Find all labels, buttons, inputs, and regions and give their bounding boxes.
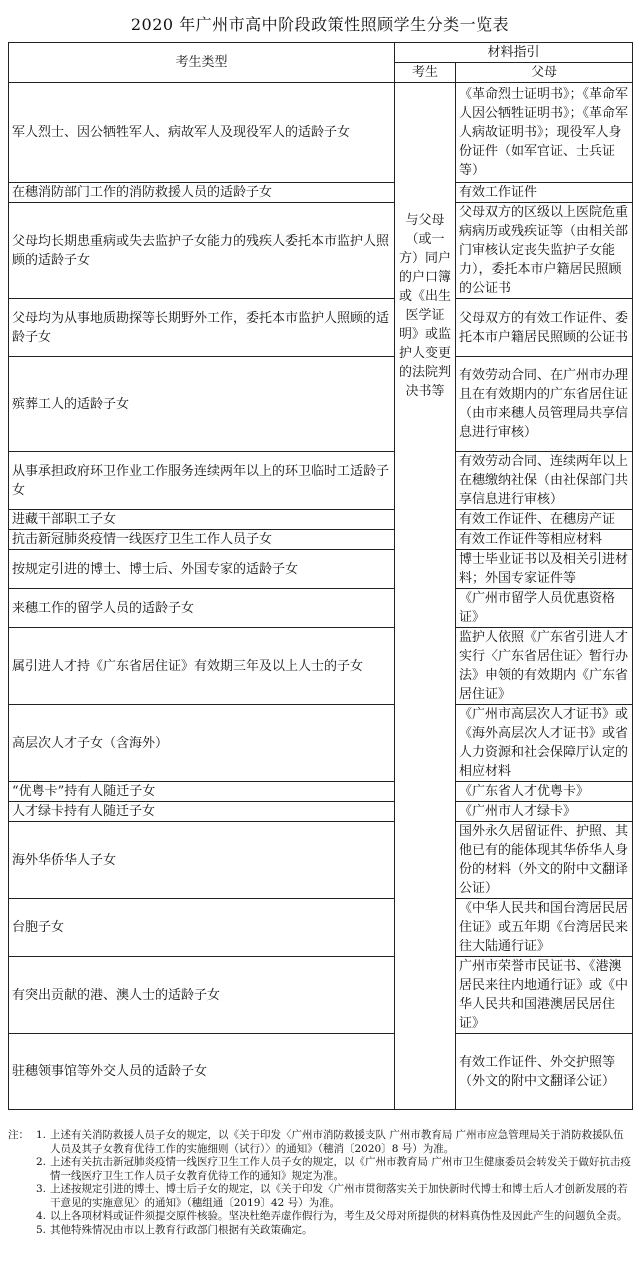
header-parent: 父母 — [456, 63, 633, 83]
header-materials: 材料指引 — [395, 43, 633, 63]
parent-material-cell: 《广东省人才优粤卡》 — [456, 782, 633, 802]
header-student-type: 考生类型 — [9, 43, 395, 83]
student-type-cell: 父母均为从事地质勘探等长期野外工作，委托本市监护人照顾的适龄子女 — [9, 299, 395, 357]
table-row — [9, 203, 633, 299]
note-label — [8, 1210, 36, 1224]
table-row — [9, 957, 633, 1034]
note-text: 其他特殊情况由市以上教育行政部门根据有关政策确定。 — [50, 1223, 313, 1236]
student-type-cell: 父母均长期患重病或失去监护子女能力的残疾人委托本市监护人照顾的适龄子女 — [9, 203, 395, 299]
student-type-cell: 驻穗领事馆等外交人员的适龄子女 — [9, 1034, 395, 1110]
parent-material-cell: 国外永久居留证件、护照、其他已有的能体现其华侨华人身份的材料（外文的附中文翻译公证） — [456, 822, 633, 899]
note-item — [8, 1210, 632, 1224]
student-material-text: 与父母（或一方）同户的户口簿或《出生医学证明》或监护人变更的法院判决书等 — [398, 213, 451, 399]
table-row — [9, 550, 633, 589]
parent-material-cell: 有效工作证件、外交护照等（外文的附中文翻译公证） — [456, 1034, 633, 1110]
note-number: 3. — [36, 1183, 47, 1195]
student-type-cell: 人才绿卡持有人随迁子女 — [9, 802, 395, 822]
classification-table — [8, 42, 633, 1110]
student-type-cell: 高层次人才子女（含海外） — [9, 705, 395, 782]
parent-material-cell: 有效工作证件、在穗房产证 — [456, 510, 633, 530]
parent-material-cell: 父母双方的有效工作证件、委托本市户籍居民照顾的公证书 — [456, 299, 633, 357]
table-row — [9, 1034, 633, 1110]
table-row — [9, 510, 633, 530]
parent-material-cell: 有效工作证件 — [456, 183, 633, 203]
note-item — [8, 1224, 632, 1238]
table-row — [9, 357, 633, 452]
student-type-cell: 按规定引进的博士、博士后、外国专家的适龄子女 — [9, 550, 395, 589]
parent-material-cell: 博士毕业证书以及相关引进材料；外国专家证件等 — [456, 550, 633, 589]
note-label — [8, 1224, 36, 1238]
table-row — [9, 899, 633, 957]
note-number: 5. — [36, 1223, 47, 1236]
parent-material-cell: 父母双方的区级以上医院危重病病历或残疾证等（由相关部门审核认定丧失监护子女能力），委托本市户籍居民照顾的公证书 — [456, 203, 633, 299]
header-student: 考生 — [395, 63, 456, 83]
student-type-cell: 抗击新冠肺炎疫情一线医疗卫生工作人员子女 — [9, 530, 395, 550]
note-text: 以上各项材料或证件须提交原件核验。坚决杜绝弄虚作假行为，考生及父母对所提供的材料真伪性及因此产生的问题负全责。 — [50, 1210, 628, 1222]
parent-material-cell: 《革命烈士证明书》；《革命军人因公牺牲证明书》；《革命军人病故证明书》；现役军人身份证件（如军官证、士兵证等） — [456, 83, 633, 183]
notes-section — [8, 1129, 632, 1237]
parent-material-cell: 《广州市留学人员优惠资格证》 — [456, 589, 633, 628]
note-label — [8, 1156, 36, 1183]
table-row — [9, 705, 633, 782]
table-body — [9, 83, 633, 1110]
note-number: 4. — [36, 1210, 47, 1222]
student-type-cell: “优粤卡”持有人随迁子女 — [9, 782, 395, 802]
table-row — [9, 782, 633, 802]
student-type-cell: 有突出贡献的港、澳人士的适龄子女 — [9, 957, 395, 1034]
student-type-cell: 海外华侨华人子女 — [9, 822, 395, 899]
table-row — [9, 530, 633, 550]
table-row — [9, 452, 633, 510]
note-text: 上述有关消防救援人员子女的规定，以《关于印发〈广州市消防救援支队 广州市教育局 广州市应急管理局关于消防救援队伍人员及其子女教育优待工作的实施细则（试行）〉的通知》（穗消〔2020〕8 号）为准。 — [50, 1129, 624, 1155]
parent-material-cell: 有效工作证件等相应材料 — [456, 530, 633, 550]
student-type-cell: 军人烈士、因公牺牲军人、病故军人及现役军人的适龄子女 — [9, 83, 395, 183]
parent-material-cell: 有效劳动合同、在广州市办理且在有效期内的广东省居住证（由市来穗人员管理局共享信息进行审核） — [456, 357, 633, 452]
table-row — [9, 628, 633, 705]
student-type-cell: 殡葬工人的适龄子女 — [9, 357, 395, 452]
table-row — [9, 299, 633, 357]
notes-list — [8, 1129, 632, 1237]
parent-material-cell: 有效劳动合同、连续两年以上在穗缴纳社保（由社保部门共享信息进行审核） — [456, 452, 633, 510]
student-type-cell: 来穗工作的留学人员的适龄子女 — [9, 589, 395, 628]
note-item — [8, 1183, 632, 1210]
parent-material-cell: 广州市荣誉市民证书、《港澳居民来往内地通行证》或《中华人民共和国港澳居民居住证》 — [456, 957, 633, 1034]
note-item — [8, 1129, 632, 1156]
parent-material-cell: 《中华人民共和国台湾居民居住证》或五年期《台湾居民来往大陆通行证》 — [456, 899, 633, 957]
note-number: 2. — [36, 1156, 47, 1168]
note-label — [8, 1183, 36, 1210]
table-row — [9, 822, 633, 899]
parent-material-cell: 监护人依照《广东省引进人才实行〈广东省居住证〉暂行办法》申领的有效期内《广东省居住证》 — [456, 628, 633, 705]
parent-material-cell: 《广州市人才绿卡》 — [456, 802, 633, 822]
table-row — [9, 83, 633, 183]
note-item — [8, 1156, 632, 1183]
note-label: 注： — [8, 1129, 29, 1141]
table-row — [9, 802, 633, 822]
student-type-cell: 在穗消防部门工作的消防救援人员的适龄子女 — [9, 183, 395, 203]
table-row — [9, 183, 633, 203]
parent-material-cell: 《广州市高层次人才证书》或《海外高层次人才证书》或省人力资源和社会保障厅认定的相应材料 — [456, 705, 633, 782]
note-number: 1. — [36, 1129, 47, 1141]
note-text: 上述有关抗击新冠肺炎疫情一线医疗卫生工作人员子女的规定，以《广州市教育局 广州市卫生健康委员会转发关于做好抗击疫情一线医疗卫生工作人员子女教育优待工作的通知》规定为准。 — [50, 1156, 631, 1182]
page-title: 2020 年广州市高中阶段政策性照顾学生分类一览表 — [130, 15, 510, 34]
student-type-cell: 台胞子女 — [9, 899, 395, 957]
student-type-cell: 从事承担政府环卫作业工作服务连续两年以上的环卫临时工适龄子女 — [9, 452, 395, 510]
student-type-cell: 属引进人才持《广东省居住证》有效期三年及以上人士的子女 — [9, 628, 395, 705]
student-type-cell: 进藏干部职工子女 — [9, 510, 395, 530]
note-text: 上述按规定引进的博士、博士后子女的规定，以《关于印发〈广州市贯彻落实关于加快新时代博士和博士后人才创新发展的若干意见的实施意见〉的通知》（穗组通〔2019〕42 号）为准。 — [50, 1183, 628, 1209]
table-row — [9, 589, 633, 628]
student-material-cell — [395, 83, 456, 1110]
